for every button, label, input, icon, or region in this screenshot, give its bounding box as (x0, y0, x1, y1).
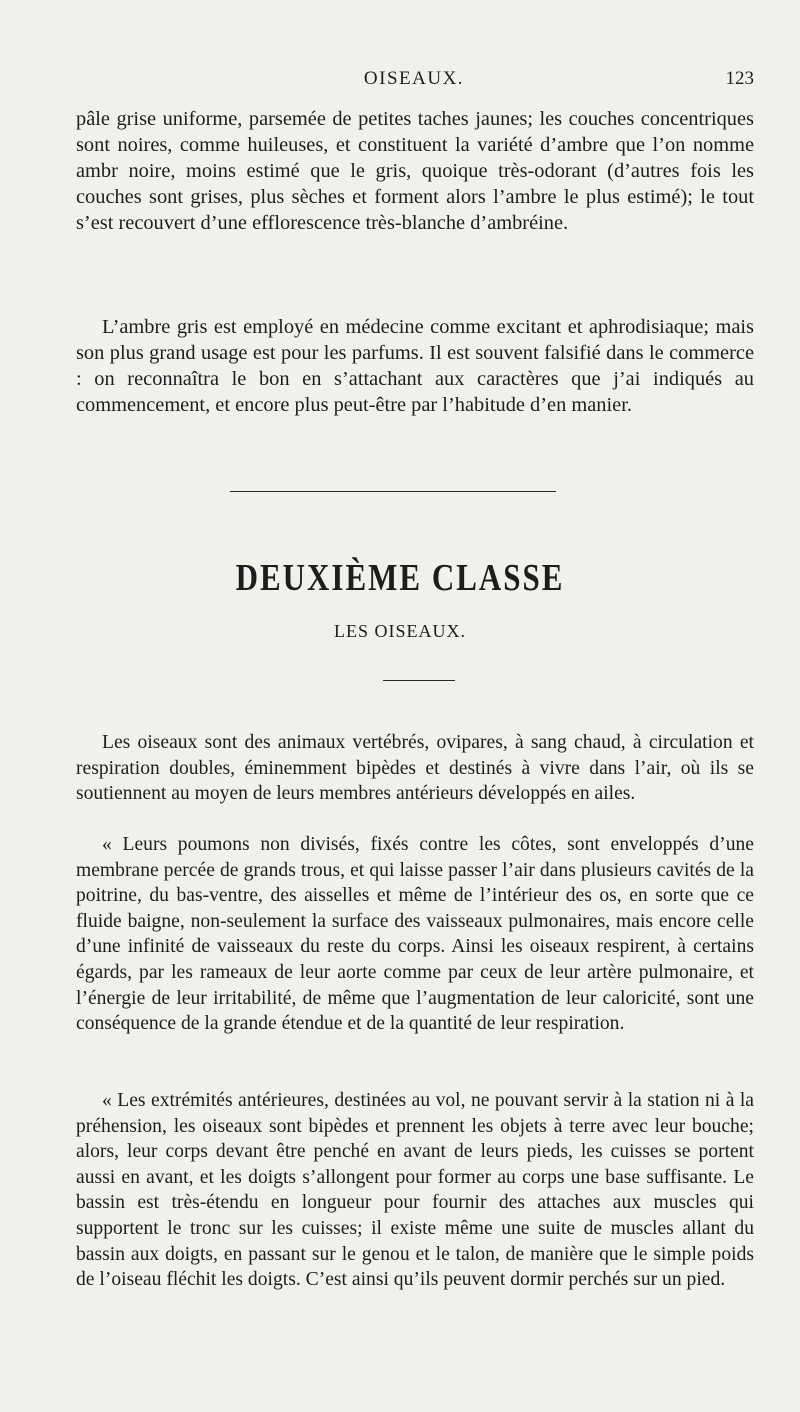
running-header (74, 68, 754, 96)
section-divider-bottom (383, 680, 455, 681)
class-title: DEUXIÈME CLASSE (235, 556, 565, 599)
paragraph-ambre-description: pâle grise uniforme, parsemée de petites taches jaunes; les couches concentriques sont noires, comme huileuses, et constituent la variété d’ambre que l’on nomme ambr noire, moins estimé que le gris, quoique très-odorant (d’autres fois les couches sont grises, plus sèches et forment alors l’ambre le plus estimé); le tout s’est recouvert d’une efflorescence très-blanche d’ambréine. (76, 108, 754, 234)
paragraph-respiration: « Leurs poumons non divisés, fixés contre les côtes, sont enveloppés d’une membrane percée de grands trous, et qui laisse passer l’air dans plusieurs cavités de la poitrine, du bas-ventre, des aisselles et même de l’intérieur des os, en sorte que ce fluide baigne, non-seulement la surface des vaisseaux pulmonaires, mais encore celle d’une infinité de vaisseaux du reste du corps. Ainsi les oiseaux respirent, à certains égards, par les rameaux de leur aorte comme par ceux de leur artère pulmonaire, et l’énergie de leur irritabilité, de même que l’augmentation de leur caloricité, sont une conséquence de la grande étendue et de la quantité de leur respiration. (76, 834, 754, 1035)
running-title: OISEAUX. (363, 68, 465, 89)
paragraph-ambre-usage: L’ambre gris est employé en médecine comme excitant et aphrodisiaque; mais son plus grand usage est pour les parfums. Il est souvent falsifié dans le commerce : on reconnaîtra le bon en s’attachant aux caractères que j’ai indiqués au commencement, et encore plus peut-être par l’habitude d’en manier. (76, 316, 754, 416)
section-divider-top (230, 491, 556, 492)
page-number: 123 (725, 68, 754, 89)
paragraph-extremities: « Les extrémités antérieures, destinées au vol, ne pouvant servir à la station ni à la préhension, les oiseaux sont bipèdes et prennent les objets à terre avec leur bouche; alors, leur corps devant être penché en avant de leurs pieds, les cuisses se portent aussi en avant, et les doigts s’allongent pour former au corps une base suffisante. Le bassin est très-étendu en longueur pour fournir des attaches aux muscles qui supportent le tronc sur les cuisses; il existe même une suite de muscles allant du bassin aux doigts, en passant sur le genou et le talon, de manière que le simple poids de l’oiseau fléchit les doigts. C’est ainsi qu’ils peuvent dormir perchés sur un pied. (76, 1090, 754, 1291)
paragraph-definition: Les oiseaux sont des animaux vertébrés, ovipares, à sang chaud, à circulation et respiration doubles, éminemment bipèdes et destinés à vivre dans l’air, où ils se soutiennent au moyen de leurs membres antérieurs développés en ailes. (76, 732, 754, 805)
section-subtitle: LES OISEAUX. (334, 621, 466, 641)
